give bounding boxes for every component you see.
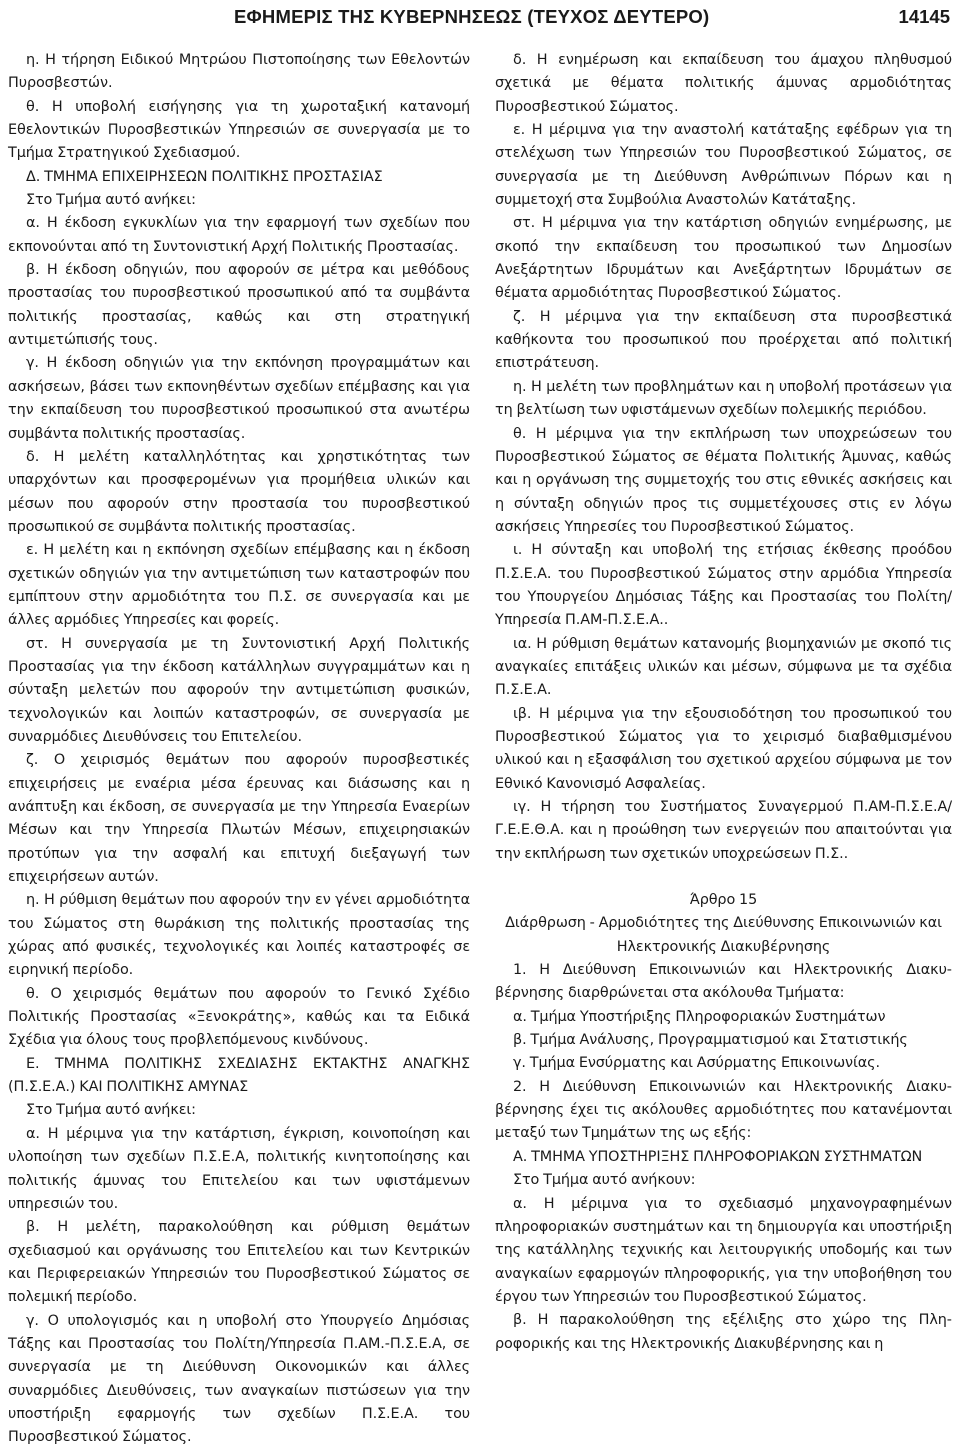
paragraph: Στο Τμήμα αυτό ανήκει: bbox=[26, 1102, 196, 1119]
paragraph: ια. Η ρύθμιση θεμάτων κατανομής βιομηχανιών με σκοπό τις αναγκαίες επιτάξεις υλικών και μέσων, σύμφωνα με τα σχέδια Π.Σ.Ε.Α. bbox=[495, 635, 952, 699]
right-column bbox=[495, 49, 952, 1356]
paragraph: α. Η μέριμνα για την κατάρτιση, έγκριση, κοινοποίηση και υλοποίηση των σχεδίων Π.Σ.Ε.Α, πολιτικής κινητοποίησης και πολιτικής άμυνας του Επιτελείου και των υφιστάμενων υπηρεσιών του. bbox=[8, 1125, 470, 1212]
paragraph: Στο Τμήμα αυτό ανήκει: bbox=[26, 192, 196, 209]
paragraph: α. Η μέριμνα για το σχεδιασμό μηχανογραφημένων πληροφοριακών συστημάτων και τη δημιουργία και υποστήριξη της κατάλληλης τεχνικής και λειτουργικής υποδομής και των αναγκαίων εφαρμογών πληροφορικής, για την υποβοήθηση του έργου των Υπηρεσιών του Πυροσβεστικού Σώματος. bbox=[495, 1195, 952, 1305]
section-heading: Δ. ΤΜΗΜΑ ΕΠΙΧΕΙΡΗΣΕΩΝ ΠΟΛΙΤΙΚΗΣ ΠΡΟΣΤΑΣΙΑΣ bbox=[26, 168, 383, 185]
paragraph: στ. Η συνεργασία με τη Συντονιστική Αρχή Πολιτικής Προστασίας για την έκδοση κατάλληλων συγγραμμάτων και η σύνταξη μελετών που αφορούν την αντιμετώπιση φυσικών, τεχνολογικών και λοιπών καταστροφών, σε συνεργασία με συναρμόδιες Διευθύνσεις του Επιτελείου. bbox=[8, 635, 470, 745]
list-item: α. Τμήμα Υποστήριξης Πληροφοριακών Συστημάτων bbox=[513, 1008, 886, 1025]
paragraph: Στο Τμήμα αυτό ανήκουν: bbox=[513, 1172, 696, 1189]
page-header bbox=[0, 0, 960, 40]
paragraph: θ. Ο χειρισμός θεμάτων που αφορούν το Γενικό Σχέδιο Πολιτικής Προστασίας «Ξενοκράτης», καθώς και τα Ειδικά Σχέδια για όλους τους προβλεπόμενους κινδύνους. bbox=[8, 985, 470, 1049]
paragraph: η. Η μελέτη των προβλημάτων και η υποβολή προτάσεων για τη βελτίωση των υφιστάμενων σχεδίων πολεμικής περιόδου. bbox=[495, 378, 952, 419]
paragraph: ιβ. Η μέριμνα για την εξουσιοδότηση του προσωπικού του Πυροσβεστικού Σώματος για το χειρισμό διαβαθμισμένου υλικού και η εξασφάλιση του σχετικού αρχείου σύμφωνα με τον Εθνικό Κανονισμό Ασφαλείας. bbox=[495, 705, 952, 792]
paragraph: β. Η μελέτη, παρακολούθηση και ρύθμιση θεμάτων σχεδιασμού και οργάνωσης του Επιτελείου και των Κεντρικών και Περιφερειακών Υπηρεσιών του Πυροσβεστικού Σώματος σε πολεμική περίοδο. bbox=[8, 1219, 470, 1306]
paragraph: η. Η ρύθμιση θεμάτων που αφορούν την εν γένει αρμοδιότητα του Σώματος στη θωράκιση της πολιτικής προστασίας της χώρας από φυσικές, τεχνολογικές και λοιπές καταστροφές σε ειρηνική περίοδο. bbox=[8, 892, 470, 979]
paragraph: β. Η παρακολούθηση της εξέλιξης στο χώρο της Πληροφορικής και της Ηλεκτρονικής Διακυβέρνησης και η bbox=[495, 1312, 952, 1352]
paragraph: δ. Η ενημέρωση και εκπαίδευση του άμαχου πληθυσμού σχετικά με θέματα πολιτικής άμυνας αρμοδιότητας Πυροσβεστικού Σώματος. bbox=[495, 52, 952, 115]
paragraph: ε. Η μελέτη και η εκπόνηση σχεδίων επέμβασης και η έκδοση σχετικών οδηγιών για την αντιμετώπιση των καταστροφών που εμπίπτουν στην αρμοδιότητα του Π.Σ. σε συνεργασία και με άλλες αρμόδιες Υπηρεσίες και φορείς. bbox=[8, 542, 470, 629]
paragraph: ζ. Ο χειρισμός θεμάτων που αφορούν πυροσβεστικές επιχειρήσεις με εναέρια μέσα έρευνας και διάσωσης και η ανάπτυξη και έκδοση, σε συνεργασία με την Υπηρεσία Εναερίων Μέσων και την Υπηρεσία Πλωτών Μέσων, επιχειρησιακών προτύπων για την ασφαλή και επιτυχή διεξαγωγή των επιχειρήσεων αυτών. bbox=[8, 752, 470, 886]
paragraph: β. Η έκδοση οδηγιών, που αφορούν σε μέτρα και μεθόδους προστασίας του πυροσβεστικού προσωπικού από τα συμβάντα πολιτικής προστασίας, καθώς και στη στρατηγική αντιμετώπισής τους. bbox=[8, 262, 470, 349]
paragraph: ε. Η μέριμνα για την αναστολή κατάταξης εφέδρων για τη στελέχωση των Υπηρεσιών του Πυροσβεστικού Σώματος, σε συνεργασία με τη Διεύθυνση Ανθρώπινων Πόρων και η συμμετοχή στα Συμβούλια Αναστολών Κατάταξης. bbox=[495, 122, 952, 209]
article-title: Διάρθρωση - Αρμοδιότητες της Διεύθυνσης Επικοινωνιών και Ηλεκτρονικής Διακυβέρνησης bbox=[505, 915, 942, 955]
paragraph: γ. Ο υπολογισμός και η υποβολή στο Υπουργείο Δημόσιας Τάξης και Προστασίας του Πολίτη/Υπηρεσία Π.ΑΜ.-Π.Σ.Ε.Α, σε συνεργασία με τη Διεύθυνση Οικονομικών και άλλες συναρμόδιες Διευθύνσεις, των αναγκαίων πιστώσεων για την υποστήριξη εφαρμογής των σχεδίων Π.Σ.Ε.Α. του Πυροσβεστικού Σώματος. bbox=[8, 1312, 470, 1446]
paragraph: 2. Η Διεύθυνση Επικοινωνιών και Ηλεκτρονικής Διακυβέρνησης έχει τις ακόλουθες αρμοδιότητες που κατανέμονται μεταξύ των Τμημάτων της ως εξής: bbox=[495, 1078, 952, 1142]
paragraph: η. Η τήρηση Ειδικού Μητρώου Πιστοποίησης των Εθελοντών Πυροσβεστών. bbox=[8, 52, 470, 92]
paragraph: ι. Η σύνταξη και υποβολή της ετήσιας έκθεσης προόδου Π.Σ.Ε.Α. του Πυροσβεστικού Σώματος στην αρμόδια Υπηρεσία του Υπουργείου Δημόσιας Τάξης και Προστασίας του Πολίτη/Υπηρεσία Π.ΑΜ-Π.Σ.Ε.Α.. bbox=[495, 542, 952, 629]
list-item: β. Τμήμα Ανάλυσης, Προγραμματισμού και Στατιστικής bbox=[513, 1032, 908, 1049]
page-number: 14145 bbox=[898, 6, 950, 27]
left-column bbox=[8, 49, 470, 1450]
paragraph: α. Η έκδοση εγκυκλίων για την εφαρμογή των σχεδίων που εκπονούνται από τη Συντονιστική Αρχή Πολιτικής Προστασίας. bbox=[8, 215, 470, 255]
paragraph: 1. Η Διεύθυνση Επικοινωνιών και Ηλεκτρονικής Διακυβέρνησης διαρθρώνεται στα ακόλουθα Τμήματα: bbox=[495, 962, 952, 1002]
paragraph: θ. Η υποβολή εισήγησης για τη χωροταξική κατανομή Εθελοντικών Πυροσβεστικών Υπηρεσιών σε συνεργασία με το Τμήμα Στρατηγικού Σχεδιασμού. bbox=[8, 98, 470, 162]
gazette-title: ΕΦΗΜΕΡΙΣ ΤΗΣ ΚΥΒΕΡΝΗΣΕΩΣ (ΤΕΥΧΟΣ ΔΕΥΤΕΡΟ) bbox=[234, 6, 710, 27]
paragraph: δ. Η μελέτη καταλληλότητας και χρηστικότητας των υπαρχόντων και προσφερομένων για προμήθεια υλικών και μέσων που αφορούν στην προστασία του πυροσβεστικού προσωπικού σε συμβάντα πολιτικής προστασίας. bbox=[8, 448, 470, 535]
paragraph: γ. Η έκδοση οδηγιών για την εκπόνηση προγραμμάτων και ασκήσεων, βάσει των εκπονηθέντων σχεδίων επέμβασης και για την εκπαίδευση του πυροσβεστικού προσωπικού στα ανωτέρω συμβάντα πολιτικής προστασίας. bbox=[8, 355, 470, 442]
paragraph: ζ. Η μέριμνα για την εκπαίδευση στα πυροσβεστικά καθήκοντα του προσωπικού που προέρχεται από πολιτική επιστράτευση. bbox=[495, 308, 952, 372]
section-heading: Ε. ΤΜΗΜΑ ΠΟΛΙΤΙΚΗΣ ΣΧΕΔΙΑΣΗΣ ΕΚΤΑΚΤΗΣ ΑΝΑΓΚΗΣ (Π.Σ.Ε.Α.) ΚΑΙ ΠΟΛΙΤΙΚΗΣ ΑΜΥΝΑΣ bbox=[8, 1055, 470, 1096]
section-heading: Α. ΤΜΗΜΑ ΥΠΟΣΤΗΡΙΞΗΣ ΠΛΗΡΟΦΟΡΙΑΚΩΝ ΣΥΣΤΗΜΑΤΩΝ bbox=[513, 1148, 923, 1165]
paragraph: ιγ. Η τήρηση του Συστήματος Συναγερμού Π.ΑΜ-Π.Σ.Ε.Α/Γ.Ε.Ε.Θ.Α. και η προώθηση των ενεργειών που απαιτούνται για την εκπλήρωση των σχετικών υποχρεώσεων Π.Σ.. bbox=[495, 799, 952, 862]
article-number: Άρθρο 15 bbox=[689, 892, 758, 909]
paragraph: θ. Η μέριμνα για την εκπλήρωση των υποχρεώσεων του Πυροσβεστικού Σώματος σε θέματα Πολιτικής Άμυνας, καθώς και η οργάνωση της συμμετοχής του στις εθνικές ασκήσεις και η σύνταξη οδηγιών προς τις συμμετέχουσες στις εν λόγω ασκήσεις Υπηρεσίες του Πυροσβεστικού Σώματος. bbox=[495, 425, 952, 535]
paragraph: στ. Η μέριμνα για την κατάρτιση οδηγιών ενημέρωσης, με σκοπό την εκπαίδευση του προσωπικού των Δημοσίων Ανεξάρτητων Ιδρυμάτων και Ανεξάρτητων Ιδρυμάτων σε θέματα αρμοδιότητας Πυροσβεστικού Σώματος. bbox=[495, 215, 952, 302]
list-item: γ. Τμήμα Ενσύρματης και Ασύρματης Επικοινωνίας. bbox=[513, 1055, 880, 1072]
